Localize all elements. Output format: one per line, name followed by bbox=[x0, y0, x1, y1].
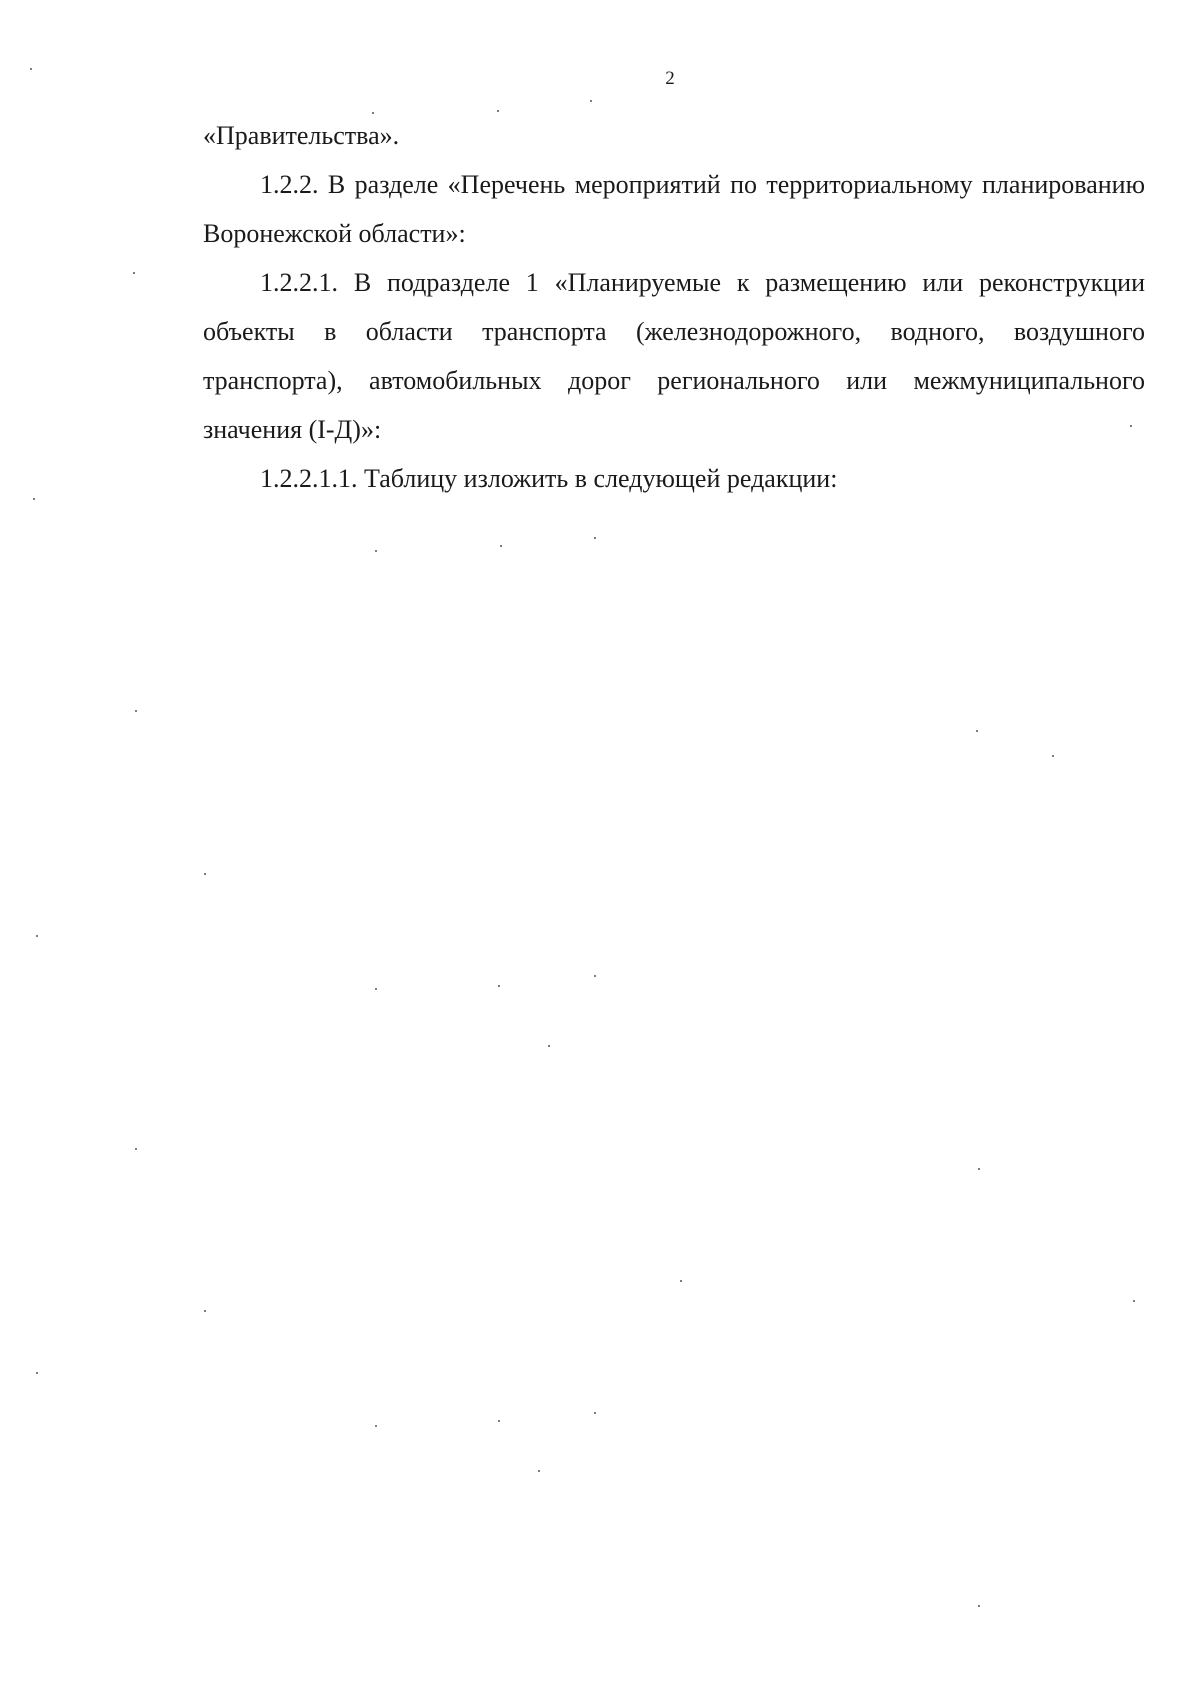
scan-speck bbox=[1133, 1300, 1135, 1302]
scan-speck bbox=[135, 1148, 137, 1150]
scan-speck bbox=[498, 1420, 500, 1422]
scan-speck bbox=[204, 873, 206, 875]
scan-speck bbox=[133, 272, 135, 274]
scan-speck bbox=[135, 710, 137, 712]
scan-speck bbox=[594, 975, 596, 977]
scan-speck bbox=[538, 1470, 540, 1472]
page-number: 2 bbox=[665, 68, 675, 89]
scan-speck bbox=[680, 1280, 682, 1282]
scan-speck bbox=[30, 68, 32, 70]
paragraph-1-2-2-1: 1.2.2.1. В подразделе 1 «Планируемые к размещению или реконструкции объекты в области транспорта (железнодорожного, водного, воздушного транспорта), автомобильных дорог регионального или межмуниципального значения (I-Д)»: bbox=[203, 268, 1145, 444]
scan-speck bbox=[594, 537, 596, 539]
scan-speck bbox=[36, 1372, 38, 1374]
scan-speck bbox=[1052, 755, 1054, 757]
scan-speck bbox=[976, 730, 978, 732]
scan-speck bbox=[1130, 425, 1132, 427]
scan-speck bbox=[375, 988, 377, 990]
scan-speck bbox=[204, 1310, 206, 1312]
scan-speck bbox=[548, 1045, 550, 1047]
scan-speck bbox=[978, 1168, 980, 1170]
scan-speck bbox=[33, 498, 35, 500]
scan-speck bbox=[594, 1412, 596, 1414]
paragraph-1-2-2-1-1: 1.2.2.1.1. Таблицу изложить в следующей редакции: bbox=[260, 464, 838, 493]
scan-speck bbox=[375, 550, 377, 552]
scan-speck bbox=[978, 1605, 980, 1607]
scan-speck bbox=[497, 110, 499, 112]
scan-speck bbox=[498, 985, 500, 987]
scan-speck bbox=[36, 935, 38, 937]
scan-speck bbox=[590, 100, 592, 102]
paragraph-continuation: «Правительства». bbox=[203, 121, 400, 150]
scan-speck bbox=[500, 545, 502, 547]
document-body bbox=[203, 111, 1145, 503]
paragraph-1-2-2: 1.2.2. В разделе «Перечень мероприятий по территориальному планированию Воронежской области»: bbox=[203, 170, 1145, 248]
scan-speck bbox=[372, 112, 374, 114]
scan-speck bbox=[375, 1425, 377, 1427]
